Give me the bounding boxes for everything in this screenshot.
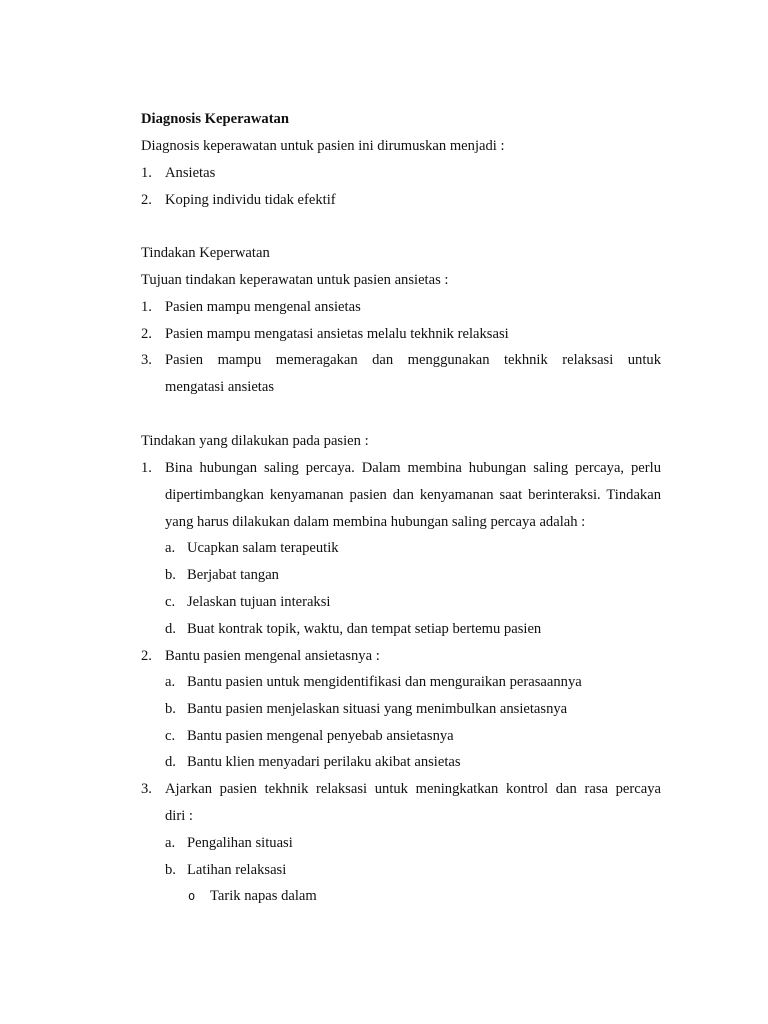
sub-text: Bantu pasien menjelaskan situasi yang menimbulkan ansietasnya — [187, 701, 568, 717]
sub-text: Bantu pasien mengenal penyebab ansietasnya — [187, 728, 454, 744]
item-number: 2. — [141, 192, 152, 208]
sub-letter: d. — [165, 754, 176, 770]
item-number: 2. — [141, 648, 152, 664]
sub-text: Latihan relaksasi — [187, 862, 287, 878]
sub-text: Berjabat tangan — [187, 567, 279, 583]
action-text-line1: Ajarkan pasien tekhnik relaksasi untuk meningkatkan kontrol dan rasa percaya — [165, 781, 661, 797]
item-text: Pasien mampu mengatasi ansietas melalu tekhnik relaksasi — [165, 326, 509, 342]
sub-text: Bantu klien menyadari perilaku akibat ansietas — [187, 754, 461, 770]
item-text: Koping individu tidak efektif — [165, 192, 336, 208]
item-number: 2. — [141, 326, 152, 342]
heading-tindakan: Tindakan Keperwatan — [141, 245, 270, 261]
sub-letter: c. — [165, 728, 176, 744]
sub-letter: b. — [165, 701, 176, 717]
intro-goals: Tujuan tindakan keperawatan untuk pasien ansietas : — [141, 272, 449, 288]
sub-text: Bantu pasien untuk mengidentifikasi dan menguraikan perasaannya — [187, 674, 582, 690]
sub-letter: b. — [165, 862, 176, 878]
sub-letter: d. — [165, 621, 176, 637]
sub-letter: a. — [165, 835, 176, 851]
item-number: 1. — [141, 460, 152, 476]
sub-letter: b. — [165, 567, 176, 583]
item-text: Ansietas — [165, 165, 216, 181]
heading-diagnosis: Diagnosis Keperawatan — [141, 111, 289, 127]
sub-text: Buat kontrak topik, waktu, dan tempat setiap bertemu pasien — [187, 621, 542, 637]
sub-letter: c. — [165, 594, 176, 610]
item-number: 1. — [141, 299, 152, 315]
goal-text-line2: mengatasi ansietas — [165, 379, 275, 395]
action-text-line1: Bina hubungan saling percaya. Dalam membina hubungan saling percaya, perlu — [165, 460, 661, 476]
goal-text-line1: Pasien mampu memeragakan dan menggunakan tekhnik relaksasi untuk — [165, 352, 661, 368]
item-number: 1. — [141, 165, 152, 181]
bullet-text: Tarik napas dalam — [210, 888, 317, 904]
action-text-line2: diri : — [165, 808, 193, 824]
bullet-marker: o — [188, 889, 196, 903]
intro-actions: Tindakan yang dilakukan pada pasien : — [141, 433, 369, 449]
sub-text: Ucapkan salam terapeutik — [187, 540, 339, 556]
sub-letter: a. — [165, 674, 176, 690]
item-text: Bantu pasien mengenal ansietasnya : — [165, 648, 380, 664]
intro-diagnosis: Diagnosis keperawatan untuk pasien ini dirumuskan menjadi : — [141, 138, 505, 154]
item-text: Pasien mampu mengenal ansietas — [165, 299, 361, 315]
action-text-line2: dipertimbangkan kenyamanan pasien dan kenyamanan saat berinteraksi. Tindakan — [165, 487, 661, 503]
action-text-line3: yang harus dilakukan dalam membina hubungan saling percaya adalah : — [165, 514, 586, 530]
sub-letter: a. — [165, 540, 176, 556]
sub-text: Jelaskan tujuan interaksi — [187, 594, 331, 610]
sub-text: Pengalihan situasi — [187, 835, 293, 851]
item-number: 3. — [141, 781, 152, 797]
item-number: 3. — [141, 352, 152, 368]
